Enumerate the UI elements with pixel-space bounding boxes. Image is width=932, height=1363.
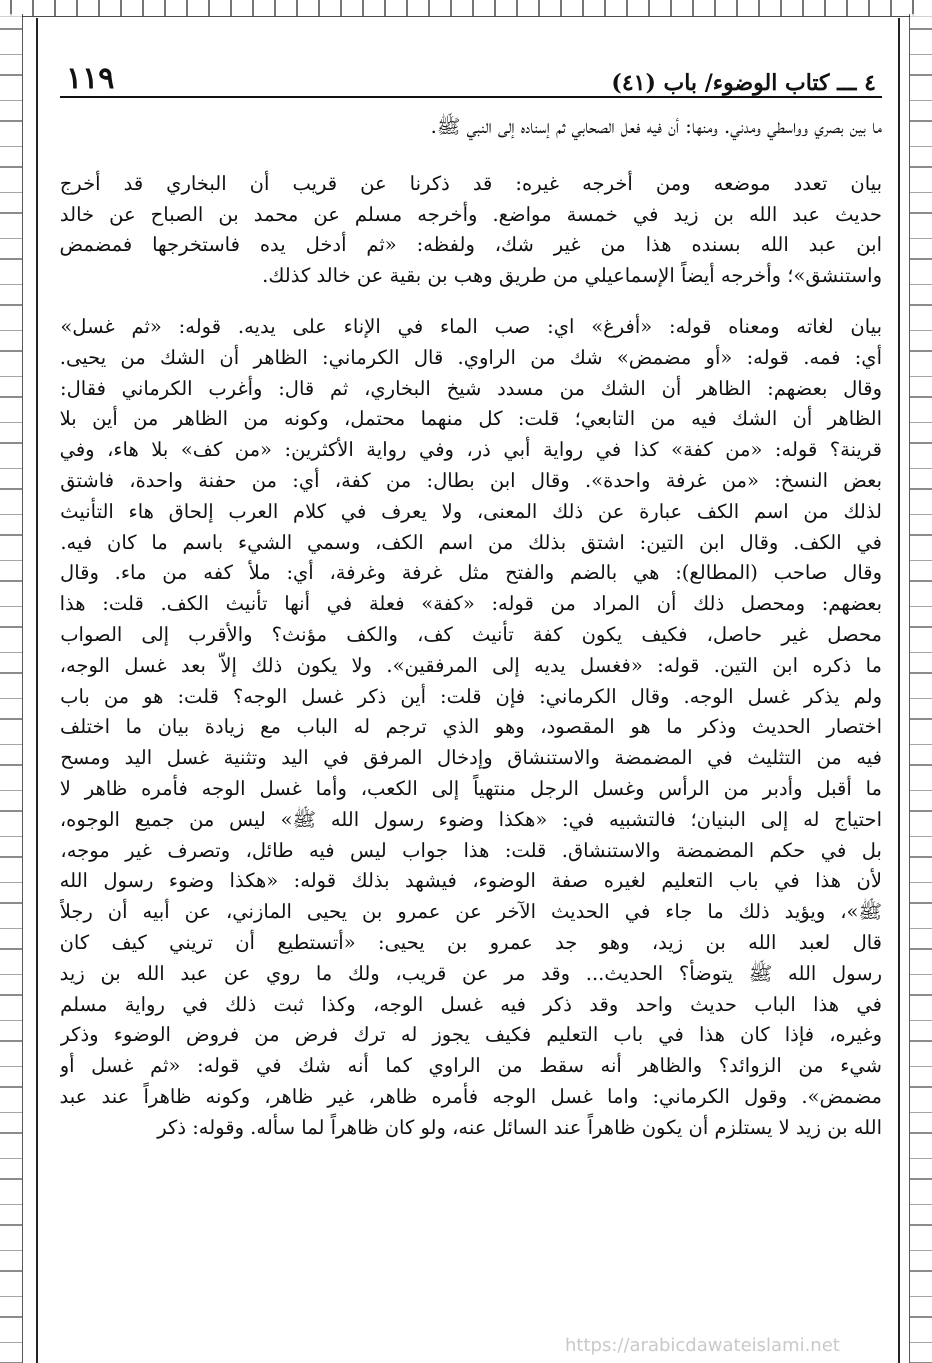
- text-line: حديث عبد الله بن زيد في خمسة مواضع. وأخرجه مسلم عن محمد بن الصباح عن خالد: [60, 202, 882, 226]
- text-line: ما بين بصري وواسطي ومدني. ومنها: أن فيه فعل الصحابي ثم إسناده إلى النبي ﷺ.: [430, 115, 882, 138]
- text-line: ما ذكره ابن التين. قوله: «فغسل يديه إلى المرفقين». ولا يكون ذلك إلاّ بعد غسل الوجه،: [60, 653, 882, 677]
- running-header: [60, 52, 882, 98]
- paragraph: [60, 169, 882, 292]
- text-line: وقال صاحب (المطالع): هي بالضم والفتح مثل غرفة وغرفة، أي: ملأ كفه من ماء. وقال: [60, 561, 882, 585]
- text-line: في هذا الباب حديث واحد وقد ذكر فيه غسل الوجه، وكذا ثبت ذلك في رواية مسلم: [60, 992, 882, 1016]
- text-line: ولم يذكر غسل الوجه. وقال الكرماني: فإن قلت: أين ذكر غسل الوجه؟ قلت: هو من باب: [60, 684, 882, 708]
- text-line: ابن عبد الله بسنده هذا من غير شك، ولفظه: «ثم أدخل يده فاستخرجها فمضمض: [60, 233, 882, 257]
- page-number: ١١٩: [66, 61, 115, 96]
- text-line: ما أقبل وأدبر من الرأس وغسل الرجل منتهياً إلى الكعب، وأما غسل الوجه فأمره ظاهر لا: [60, 776, 882, 800]
- text-line: قرينة؟ قوله: «من كفة» كذا في رواية أبي ذر، وفي رواية الأكثرين: «من كف» بلا هاء، وفي: [60, 438, 882, 462]
- frame-rule-right: [898, 18, 900, 1363]
- text-line: رسول الله ﷺ يتوضأ؟ الحديث... وقد مر عن قريب، ولك ما روي عن عبد الله بن زيد: [60, 961, 882, 985]
- chapter-title: ٤ ـــ كتاب الوضوء/ باب (٤١): [611, 70, 876, 96]
- decorative-border-top: [0, 0, 932, 17]
- text-line: في الكف. وقال ابن التين: اشتق بذلك من اسم الكف، وسمي الشيء باسم ما كان فيه.: [60, 530, 882, 554]
- text-line: وغيره، فإذا كان هذا في باب التعليم فكيف يجوز له ترك فرض من فروض الوضوء وذكر: [60, 1023, 882, 1047]
- text-line: لذلك من اسم الكف عبارة عن ذلك المعنى، ولا يعرف في كلام العرب إلحاق هاء التأنيث: [60, 499, 882, 523]
- text-line: اختصار الحديث وذكر ما هو المقصود، وهو الذي ترجم له الباب مع زيادة بيان ما اختلف: [60, 715, 882, 739]
- text-line: ﷺ»، ويؤيد ذلك ما جاء في الحديث الآخر عن عمرو بن يحيى المازني، عن أبيه أن رجلاً: [60, 900, 882, 924]
- frame-rule-left: [36, 18, 38, 1363]
- body-text: [60, 112, 882, 1144]
- decorative-border-left: [0, 14, 23, 1363]
- text-line: قال لعبد الله بن زيد، وهو جد عمرو بن يحيى: «أتستطيع أن تريني كيف كان: [60, 930, 882, 954]
- text-line: واستنشق»؛ وأخرجه أيضاً الإسماعيلي من طريق وهب بن بقية عن خالد كذلك.: [262, 264, 882, 288]
- text-line: الله بن زيد لا يستلزم أن يكون ظاهراً عند السائل عنه، ولو كان ظاهراً لما سأله. وقوله: ذكر: [157, 1115, 882, 1139]
- text-line: بعضهم: ومحصل ذلك أن المراد من قوله: «كفة» فعلة في أنها تأنيث الكف. قلت: هذا: [60, 592, 882, 616]
- text-line: الظاهر أن الشك فيه من التابعي؛ قلت: كل منهما محتمل، وكونه من الظاهر من أين بلا: [60, 407, 882, 431]
- text-line: بعض النسخ: «من غرفة واحدة». وقال ابن بطال: من كفة، أي: من حفنة واحدة، فاشتق: [60, 468, 882, 492]
- text-line: احتياج له إلى البنيان؛ فالتشبيه في: «هكذا وضوء رسول الله ﷺ» ليس من جميع الوجوه،: [60, 807, 882, 831]
- paragraph: [60, 312, 882, 1144]
- text-line: شيء من الزوائد؟ والظاهر أنه سقط من الراوي كما أنه شك في قوله: «ثم غسل أو: [60, 1054, 882, 1078]
- text-line: فيه من التثليث في المضمضة والاستنشاق وإدخال المرفق في اليد وتثنية غسل اليد ومسح: [60, 746, 882, 770]
- text-line: بيان لغاته ومعناه قوله: «أفرغ» اي: صب الماء في الإناء على يديه. قوله: «ثم غسل»: [60, 314, 882, 338]
- watermark-url: https://arabicdawateislami.net: [565, 1335, 840, 1356]
- paragraph: [60, 112, 882, 143]
- text-line: أي: فمه. قوله: «أو مضمض» شك من الراوي. قال الكرماني: الظاهر أن الشك من يحيى.: [60, 345, 882, 369]
- text-line: بل في حكم المضمضة والاستنشاق. قلت: هذا جواب ليس فيه طائل، وتصرف غير موجه،: [60, 838, 882, 862]
- text-line: بيان تعدد موضعه ومن أخرجه غيره: قد ذكرنا عن قريب أن البخاري قد أخرج: [60, 171, 882, 195]
- text-line: محصل غير حاصل، فكيف يكون كفة تأنيث كف، والكف مؤنث؟ والأقرب إلى الصواب: [60, 622, 882, 646]
- text-line: لأن هذا في باب التعليم لغيره صفة الوضوء، فيشهد بذلك قوله: «هكذا وضوء رسول الله: [60, 869, 882, 893]
- text-line: مضمض». وقول الكرماني: واما غسل الوجه فأمره ظاهر، غير ظاهر، وكونه ظاهراً عند عبد: [60, 1084, 882, 1108]
- decorative-border-right: [909, 14, 932, 1363]
- book-page: [60, 52, 882, 1164]
- text-line: وقال بعضهم: الظاهر أن الشك من مسدد شيخ البخاري، ثم قال: وأغرب الكرماني فقال:: [60, 376, 882, 400]
